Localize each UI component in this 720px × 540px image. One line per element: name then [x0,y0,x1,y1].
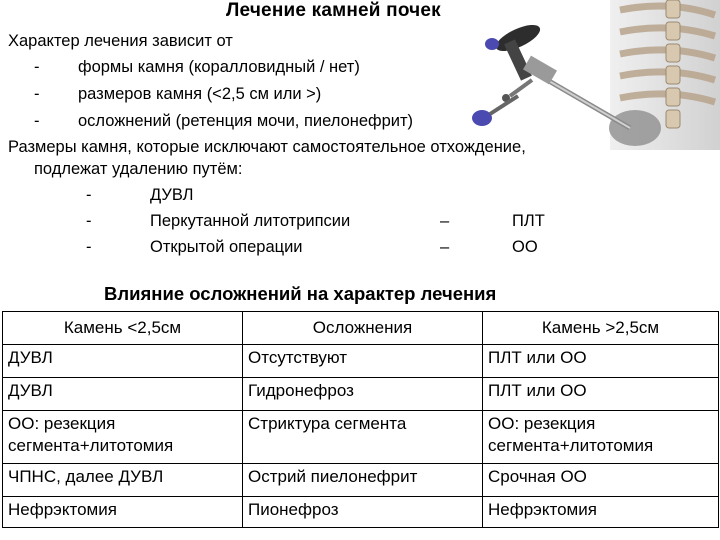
table-cell: Срочная ОО [483,464,719,497]
table-cell: Нефрэктомия [3,497,243,528]
table-row [3,345,719,378]
table-cell: ЧПНС, далее ДУВЛ [3,464,243,497]
table-cell: ОО: резекция сегмента+литотомия [483,411,719,464]
table-cell: ДУВЛ [3,378,243,411]
table-cell: ПЛТ или ОО [483,378,719,411]
table-cell: Острий пиелонефрит [243,464,483,497]
sizes-line-1: Размеры камня, которые исключают самостоятельное отхождение, [8,138,526,156]
table-cell: ОО: резекция сегмента+литотомия [3,411,243,464]
table-cell: Пионефроз [243,497,483,528]
table-row [3,411,719,464]
table-cell: Гидронефроз [243,378,483,411]
method-name: ДУВЛ [150,186,194,204]
intro-heading: Характер лечения зависит от [8,32,233,50]
bullet-marker: - [34,112,40,130]
method-separator: – [440,212,450,230]
column-header: Камень <2,5см [3,312,243,345]
table-header-row [3,312,719,345]
table-cell: Нефрэктомия [483,497,719,528]
table-cell: ДУВЛ [3,345,243,378]
intro-bullet: формы камня (коралловидный / нет) [78,58,360,76]
nephroscope-illustration-icon [470,0,720,150]
sizes-line-2: подлежат удалению путём: [34,160,243,178]
table-row [3,378,719,411]
bullet-marker: - [86,238,92,256]
method-abbr: ОО [512,238,538,256]
bullet-marker: - [86,186,92,204]
intro-bullet: размеров камня (<2,5 см или >) [78,85,322,103]
table-cell: Отсутствуют [243,345,483,378]
table-cell: Стриктура сегмента [243,411,483,464]
method-separator: – [440,238,450,256]
bullet-marker: - [86,212,92,230]
page-title: Лечение камней почек [226,0,441,21]
method-abbr: ПЛТ [512,212,545,230]
bullet-marker: - [34,58,40,76]
table-row [3,464,719,497]
table-title: Влияние осложнений на характер лечения [104,283,497,304]
table-row [3,497,719,528]
method-name: Открытой операции [150,238,303,256]
column-header: Камень >2,5см [483,312,719,345]
complications-table [2,311,719,528]
column-header: Осложнения [243,312,483,345]
bullet-marker: - [34,85,40,103]
intro-bullet: осложнений (ретенция мочи, пиелонефрит) [78,112,414,130]
table-cell: ПЛТ или ОО [483,345,719,378]
method-name: Перкутанной литотрипсии [150,212,351,230]
